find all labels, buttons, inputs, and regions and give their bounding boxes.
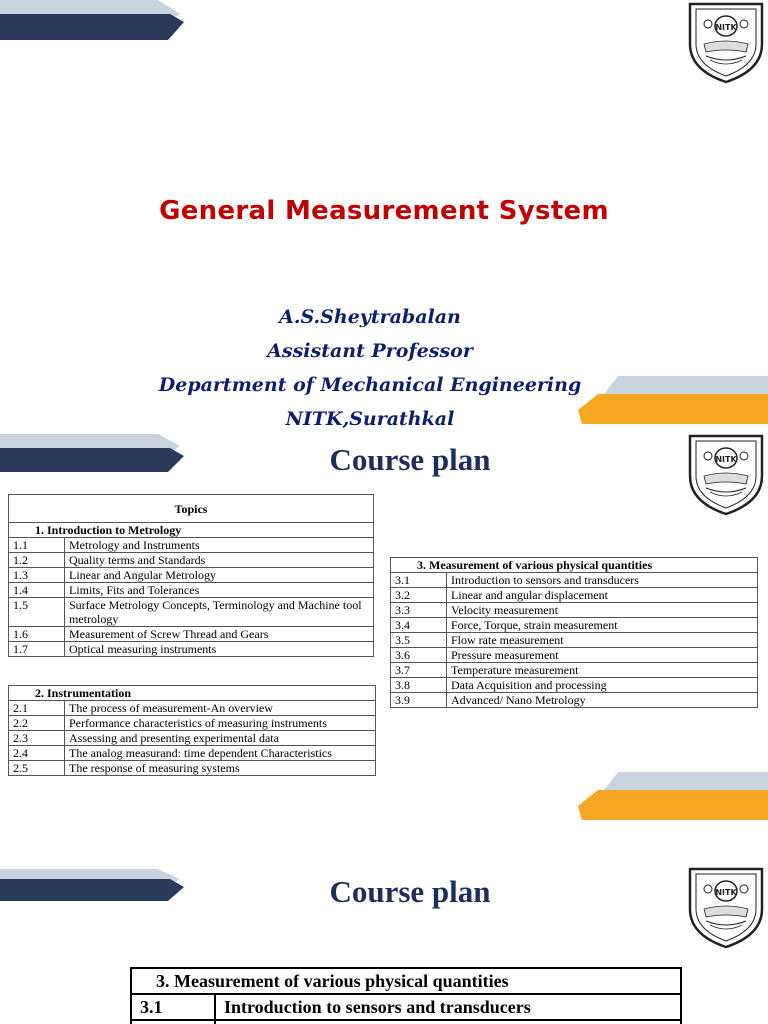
row-number: 1.1 <box>9 538 65 553</box>
author-position: Assistant Professor <box>267 340 473 362</box>
row-topic: Measurement of Screw Thread and Gears <box>65 627 374 642</box>
table-row <box>9 568 374 583</box>
table-row <box>9 553 374 568</box>
row-topic: Performance characteristics of measuring instruments <box>65 716 376 731</box>
author-name: A.S.Sheytrabalan <box>279 306 461 328</box>
row-number: 2.3 <box>9 731 65 746</box>
row-number: 2.2 <box>9 716 65 731</box>
topics-table-physical-quantities <box>390 557 758 708</box>
row-topic: Introduction to sensors and transducers <box>447 573 758 588</box>
table-row <box>391 603 758 618</box>
nitk-logo-text: NITK <box>715 455 737 464</box>
table-row <box>391 648 758 663</box>
section-heading: 2. Instrumentation <box>9 686 376 701</box>
table-header: Topics <box>9 495 374 523</box>
table-row <box>131 994 681 1020</box>
row-topic: Force, Torque, strain measurement <box>447 618 758 633</box>
row-number: 3.1 <box>391 573 447 588</box>
row-topic: Data Acquisition and processing <box>447 678 758 693</box>
table-row <box>9 761 376 776</box>
slide-course-plan-2 <box>0 829 768 1024</box>
section-heading: 3. Measurement of various physical quantities <box>131 968 681 994</box>
table-row <box>391 618 758 633</box>
table-row <box>9 583 374 598</box>
row-number: 1.4 <box>9 583 65 598</box>
section-heading: 1. Introduction to Metrology <box>9 523 374 538</box>
topics-table-physical-quantities-large <box>130 967 682 1024</box>
row-topic: Velocity measurement <box>447 603 758 618</box>
row-topic: Quality terms and Standards <box>65 553 374 568</box>
table-row <box>9 746 376 761</box>
row-number: 1.5 <box>9 598 65 627</box>
row-number: 2.1 <box>9 701 65 716</box>
row-topic: The analog measurand: time dependent Characteristics <box>65 746 376 761</box>
presentation-title: General Measurement System <box>159 196 609 226</box>
row-number: 3.5 <box>391 633 447 648</box>
slide-heading: Course plan <box>329 442 491 477</box>
row-number: 1.6 <box>9 627 65 642</box>
row-topic: The response of measuring systems <box>65 761 376 776</box>
row-topic: Introduction to sensors and transducers <box>215 994 681 1020</box>
row-topic: Linear and angular displacement <box>447 588 758 603</box>
table-row <box>9 538 374 553</box>
section-heading: 3. Measurement of various physical quantities <box>391 558 758 573</box>
row-number: 3.6 <box>391 648 447 663</box>
table-row <box>391 663 758 678</box>
row-topic: Surface Metrology Concepts, Terminology and Machine tool metrology <box>65 598 374 627</box>
nitk-logo <box>684 0 768 84</box>
table-row <box>9 731 376 746</box>
navy-ribbon-decoration <box>0 0 200 50</box>
row-topic: Assessing and presenting experimental data <box>65 731 376 746</box>
table-row <box>9 701 376 716</box>
nitk-logo-text: NITK <box>715 23 737 32</box>
row-topic: Linear and Angular Metrology <box>65 568 374 583</box>
topics-table-intro-metrology <box>8 494 374 657</box>
table-row <box>391 573 758 588</box>
row-number: 1.7 <box>9 642 65 657</box>
row-topic: Optical measuring instruments <box>65 642 374 657</box>
orange-ribbon-decoration <box>578 768 768 828</box>
table-row <box>9 598 374 627</box>
row-number: 3.9 <box>391 693 447 708</box>
row-number: 3.1 <box>131 994 215 1020</box>
row-number: 1.3 <box>9 568 65 583</box>
row-topic: Metrology and Instruments <box>65 538 374 553</box>
row-topic: Pressure measurement <box>447 648 758 663</box>
row-number: 3.7 <box>391 663 447 678</box>
row-number: 3.4 <box>391 618 447 633</box>
table-row <box>9 642 374 657</box>
row-topic: Temperature measurement <box>447 663 758 678</box>
table-row <box>391 678 758 693</box>
nitk-logo-text: NITK <box>715 888 737 897</box>
table-row <box>391 588 758 603</box>
topics-table-instrumentation <box>8 685 376 776</box>
row-number: 1.2 <box>9 553 65 568</box>
row-number: 2.5 <box>9 761 65 776</box>
table-row <box>9 627 374 642</box>
slide-title <box>0 0 768 432</box>
row-number: 2.4 <box>9 746 65 761</box>
table-row <box>391 693 758 708</box>
slide-course-plan-1 <box>0 432 768 829</box>
row-number: 3.8 <box>391 678 447 693</box>
author-department: Department of Mechanical Engineering <box>158 374 582 396</box>
table-row <box>9 716 376 731</box>
orange-ribbon-decoration <box>578 372 768 432</box>
row-topic: Flow rate measurement <box>447 633 758 648</box>
row-number: 3.3 <box>391 603 447 618</box>
row-number: 3.2 <box>391 588 447 603</box>
author-institute: NITK,Surathkal <box>285 408 455 430</box>
row-topic: The process of measurement-An overview <box>65 701 376 716</box>
row-topic: Limits, Fits and Tolerances <box>65 583 374 598</box>
slide-heading: Course plan <box>329 874 491 909</box>
row-topic: Advanced/ Nano Metrology <box>447 693 758 708</box>
table-row <box>391 633 758 648</box>
